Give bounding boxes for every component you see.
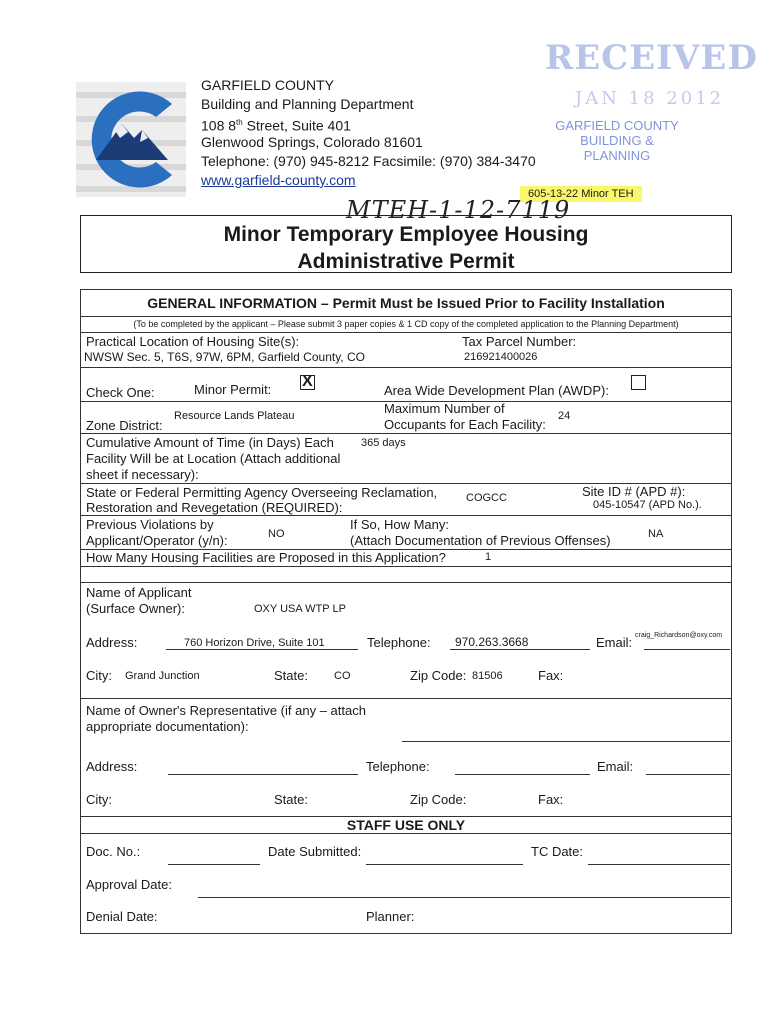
form-title-line-2: Administrative Permit (297, 250, 515, 273)
applicant-name-label-1: Name of Applicant (86, 585, 192, 600)
violations-value[interactable]: NO (268, 528, 285, 540)
representative-address-label: Address: (86, 759, 138, 774)
received-stamp: RECEIVED (545, 38, 758, 78)
max-occupants-value[interactable]: 24 (558, 410, 571, 422)
applicant-address-label: Address: (86, 635, 138, 650)
zone-district-label: Zone District: (86, 418, 163, 433)
date-submitted-field[interactable] (366, 864, 523, 865)
representative-name-label-2: appropriate documentation): (86, 719, 249, 734)
county-logo (76, 82, 186, 197)
check-one-label: Check One: (86, 385, 155, 400)
doc-no-label: Doc. No.: (86, 844, 141, 859)
minor-permit-check-mark: X (302, 373, 313, 390)
applicant-zip-label: Zip Code: (410, 668, 467, 683)
applicant-state-label: State: (274, 668, 308, 683)
county-website-link[interactable]: www.garfield-county.com (201, 172, 356, 188)
general-instructions: (To be completed by the applicant – Please submit 3 paper copies & 1 CD copy of the completed application to the Planning Department) (133, 319, 679, 329)
minor-permit-label: Minor Permit: (194, 382, 272, 397)
planner-label: Planner: (366, 909, 415, 924)
agency-value[interactable]: COGCC (466, 492, 507, 504)
form-border-right (731, 289, 732, 934)
representative-zip-label: Zip Code: (410, 792, 467, 807)
applicant-email-value[interactable]: craig_Richardson@oxy.com (635, 632, 723, 639)
street-rest: Street, Suite 401 (242, 117, 351, 134)
representative-telephone-field[interactable] (455, 774, 590, 775)
applicant-name-value[interactable]: OXY USA WTP LP (254, 603, 346, 615)
representative-city-label: City: (86, 792, 112, 807)
how-many-label-1: If So, How Many: (350, 517, 449, 532)
representative-name-field[interactable] (402, 741, 730, 742)
agency-label-1: State or Federal Permitting Agency Overseeing Reclamation, (86, 485, 438, 500)
how-many-label-2: (Attach Documentation of Previous Offenses) (350, 533, 611, 548)
tax-parcel-label: Tax Parcel Number: (462, 334, 577, 349)
tax-parcel-value[interactable]: 216921400026 (464, 351, 538, 363)
representative-address-field[interactable] (168, 774, 358, 775)
awdp-checkbox[interactable] (631, 375, 646, 390)
received-date-stamp: JAN 18 2012 (575, 88, 725, 109)
how-many-value[interactable]: NA (648, 528, 664, 540)
street-ordinal: th (236, 118, 243, 127)
awdp-label: Area Wide Development Plan (AWDP): (384, 383, 609, 398)
tc-date-label: TC Date: (531, 844, 584, 859)
representative-name-label-1: Name of Owner's Representative (if any – attach (86, 703, 366, 718)
violations-label-1: Previous Violations by (86, 517, 214, 532)
max-occupants-label-2: Occupants for Each Facility: (384, 417, 546, 432)
date-submitted-label: Date Submitted: (268, 844, 362, 859)
street-number: 108 8 (201, 117, 237, 134)
applicant-email-label: Email: (596, 635, 633, 650)
location-label: Practical Location of Housing Site(s): (86, 334, 300, 349)
applicant-fax-label: Fax: (538, 668, 564, 683)
staff-use-heading: STAFF USE ONLY (346, 817, 466, 833)
stamp-org-line-2: BUILDING & PLANNING (580, 133, 654, 163)
approval-date-label: Approval Date: (86, 877, 172, 892)
zone-district-value[interactable]: Resource Lands Plateau (174, 410, 295, 422)
form-title-line-1: Minor Temporary Employee Housing (223, 223, 589, 246)
cumulative-time-label-3: sheet if necessary): (86, 467, 199, 482)
stamp-org-line-1: GARFIELD COUNTY (555, 118, 679, 133)
general-info-heading: GENERAL INFORMATION – Permit Must be Issued Prior to Facility Installation (147, 295, 665, 311)
site-id-value[interactable]: 045-10547 (APD No.). (593, 499, 702, 511)
cumulative-time-value[interactable]: 365 days (361, 437, 406, 449)
county-name: GARFIELD COUNTY (201, 77, 335, 93)
denial-date-label: Denial Date: (86, 909, 158, 924)
representative-fax-label: Fax: (538, 792, 564, 807)
cumulative-time-label-2: Facility Will be at Location (Attach additional (86, 451, 341, 466)
applicant-city-label: City: (86, 668, 112, 683)
applicant-state-value[interactable]: CO (334, 670, 351, 682)
representative-state-label: State: (274, 792, 308, 807)
applicant-city-value[interactable]: Grand Junction (125, 670, 200, 682)
site-id-label: Site ID # (APD #): (582, 484, 686, 499)
representative-telephone-label: Telephone: (366, 759, 430, 774)
department-name: Building and Planning Department (201, 96, 414, 112)
max-occupants-label-1: Maximum Number of (384, 401, 505, 416)
applicant-address-value[interactable]: 760 Horizon Drive, Suite 101 (184, 637, 325, 649)
applicant-telephone-value[interactable]: 970.263.3668 (455, 635, 529, 649)
facilities-count-label: How Many Housing Facilities are Proposed in this Application? (86, 550, 446, 565)
location-value[interactable]: NWSW Sec. 5, T6S, 97W, 6PM, Garfield County, CO (84, 350, 365, 364)
form-border-left (80, 289, 81, 934)
violations-label-2: Applicant/Operator (y/n): (86, 533, 228, 548)
applicant-telephone-label: Telephone: (367, 635, 431, 650)
minor-permit-checkbox[interactable] (300, 375, 315, 390)
applicant-zip-value[interactable]: 81506 (472, 670, 503, 682)
phone-fax: Telephone: (970) 945-8212 Facsimile: (970) 384-3470 (201, 153, 536, 169)
doc-no-field[interactable] (168, 864, 260, 865)
cumulative-time-label-1: Cumulative Amount of Time (in Days) Each (86, 435, 334, 450)
tc-date-field[interactable] (588, 864, 730, 865)
representative-email-label: Email: (597, 759, 634, 774)
facilities-count-value[interactable]: 1 (485, 551, 492, 563)
handwritten-permit-id: MTEH-1-12-7119 (346, 196, 571, 224)
applicant-name-label-2: (Surface Owner): (86, 601, 185, 616)
representative-email-field[interactable] (646, 774, 730, 775)
approval-date-field[interactable] (198, 897, 730, 898)
city-address: Glenwood Springs, Colorado 81601 (201, 134, 423, 150)
agency-label-2: Restoration and Revegetation (REQUIRED): (86, 500, 343, 515)
highlight-note: 605-13-22 Minor TEH (520, 186, 642, 202)
